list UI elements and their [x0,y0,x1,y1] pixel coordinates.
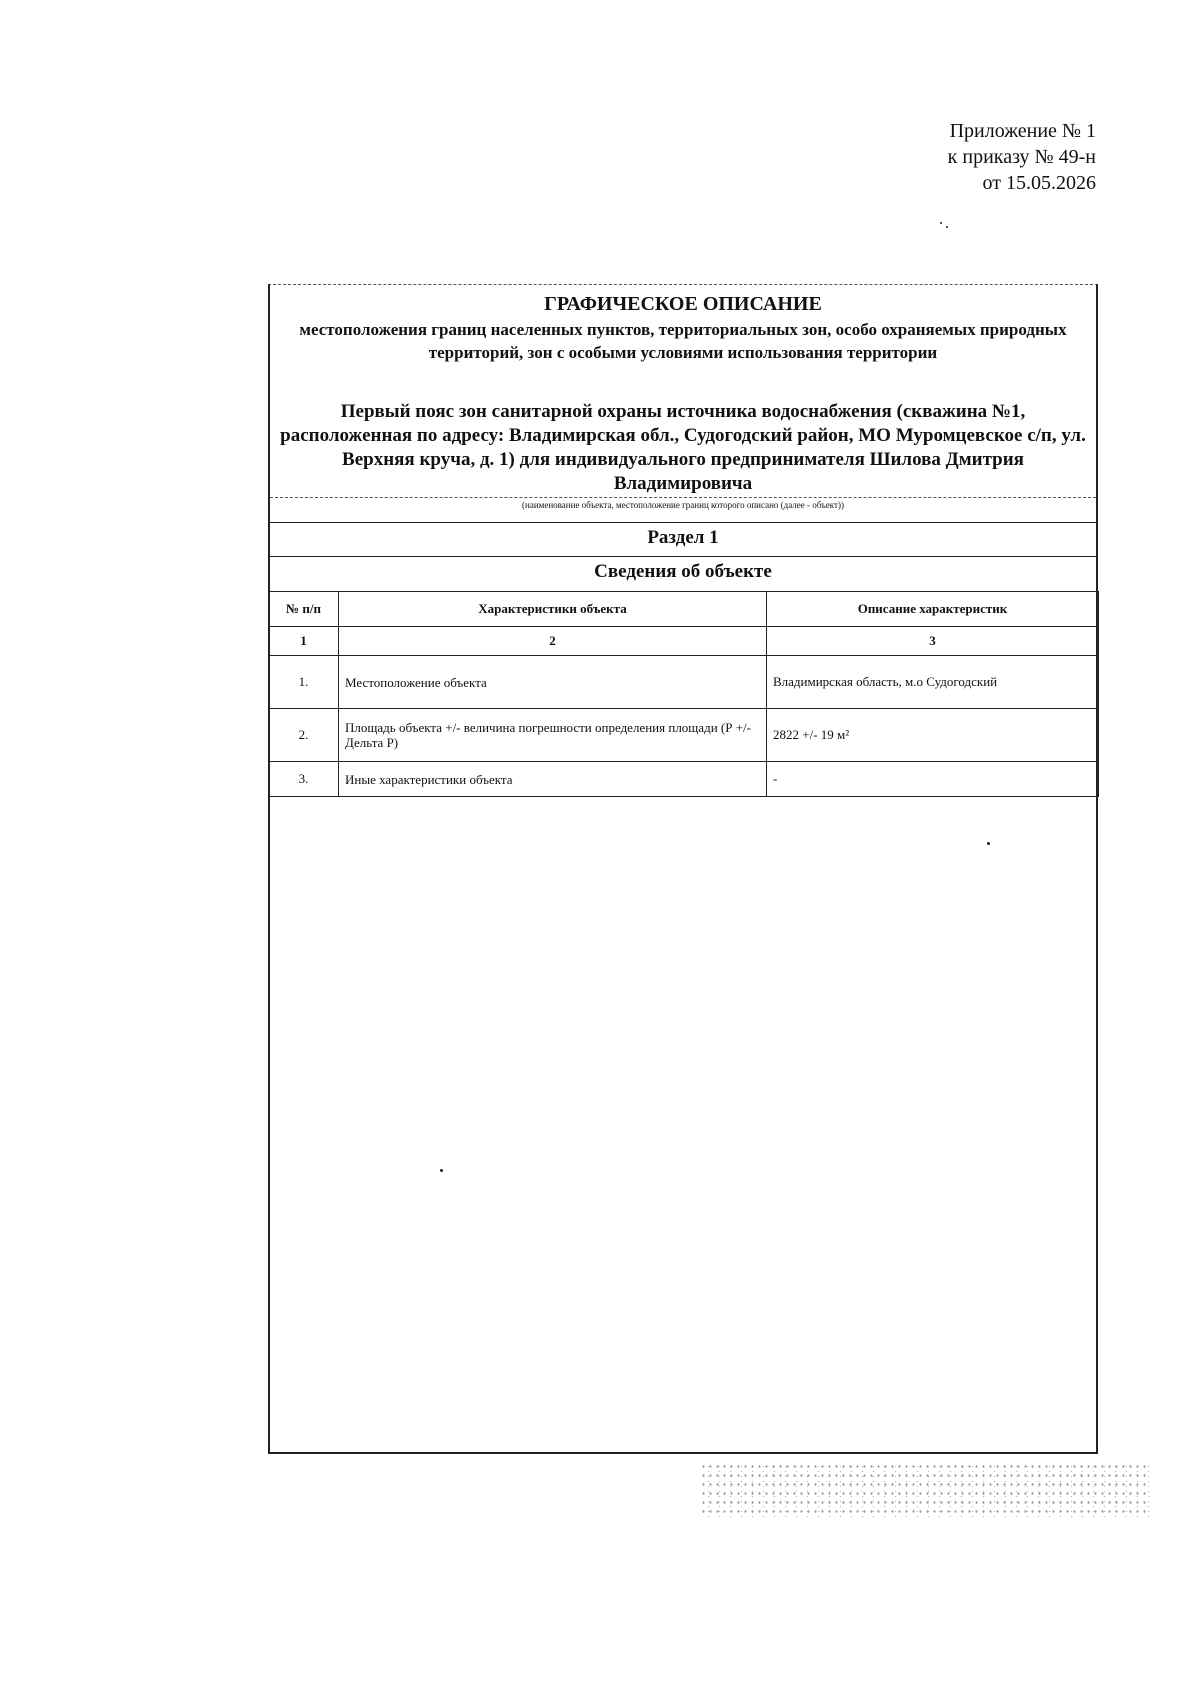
column-number: 2 [339,627,767,656]
object-name-caption: (наименование объекта, местоположение границ которого описано (далее - объект)) [522,500,844,510]
scan-speck [940,222,942,224]
column-number-row [269,627,1099,656]
appendix-line-2: к приказу № 49-н [947,146,1096,168]
appendix-block [948,118,1096,196]
row-characteristic: Местоположение объекта [339,656,767,709]
row-characteristic: Площадь объекта +/- величина погрешности определения площади (Р +/- Дельта Р) [339,709,767,762]
scan-speck [987,842,990,845]
table-row [269,762,1099,797]
appendix-line-3: от 15.05.2026 [982,172,1096,194]
document-title: ГРАФИЧЕСКОЕ ОПИСАНИЕ [544,293,822,315]
document-subtitle: местоположения границ населенных пунктов, территориальных зон, особо охраняемых природных территорий, зон с особыми условиями использования территории [299,320,1067,362]
object-name-underline [270,497,1096,498]
row-description: Владимирская область, м.о Судогодский [767,656,1099,709]
header-num: № п/п [269,592,339,627]
section-mid-rule [268,556,1098,557]
table-header-row [269,592,1099,627]
table-row [269,709,1099,762]
row-num: 3. [269,762,339,797]
header-characteristic: Характеристики объекта [339,592,767,627]
column-number: 1 [269,627,339,656]
object-info-table [268,591,1099,797]
object-name: Первый пояс зон санитарной охраны источника водоснабжения (скважина №1, расположенная по адресу: Владимирская обл., Судогодский район, МО Муромцевское с/п, ул. Верхняя круча, д. 1) для индивидуального предпринимателя Шилова Дмитрия Владимировича [280,401,1086,494]
row-description: - [767,762,1099,797]
row-characteristic: Иные характеристики объекта [339,762,767,797]
section-subtitle: Сведения об объекте [594,561,772,582]
row-num: 2. [269,709,339,762]
table-row [269,656,1099,709]
row-num: 1. [269,656,339,709]
column-number: 3 [767,627,1099,656]
scan-noise [700,1462,1150,1518]
section-top-rule [268,522,1098,523]
scan-speck [946,226,948,228]
row-description: 2822 +/- 19 м² [767,709,1099,762]
section-title: Раздел 1 [647,527,719,548]
header-description: Описание характеристик [767,592,1099,627]
appendix-line-1: Приложение № 1 [949,120,1096,142]
scan-speck [440,1169,443,1172]
